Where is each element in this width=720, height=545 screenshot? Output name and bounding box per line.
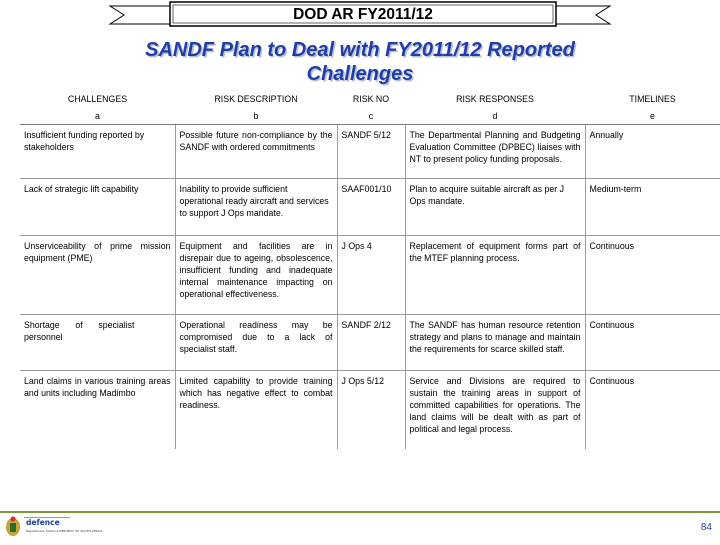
risk-response-cell: The SANDF has human resource retention strategy and plans to manage and maintain the requirements for scarce skilled staff. (405, 315, 585, 371)
risk-no-cell: SANDF 5/12 (337, 125, 405, 179)
challenge-cell: Insufficient funding reported by stakeholders (20, 125, 175, 179)
column-letter-d: d (405, 108, 585, 125)
column-letter-e: e (585, 108, 720, 125)
challenges-table (20, 90, 720, 449)
timeline-cell: Continuous (585, 236, 720, 315)
table-row (20, 179, 720, 236)
risk-no-cell: J Ops 4 (337, 236, 405, 315)
banner-title: DOD AR FY2011/12 (293, 6, 433, 23)
risk-description-cell: Equipment and facilities are in disrepair due to ageing, obsolescence, insufficient funding and inadequate internal maintenance impacting on operational effectiveness. (175, 236, 337, 315)
table-row (20, 125, 720, 179)
risk-description-cell: Operational readiness may be compromised due to a lack of specialist staff. (175, 315, 337, 371)
challenge-cell: Land claims in various training areas and units including Madimbo (20, 371, 175, 449)
logo-subtext: Department: Defence REPUBLIC OF SOUTH AFRICA (26, 529, 103, 533)
timeline-cell: Annually (585, 125, 720, 179)
defence-logo (4, 514, 103, 540)
header-banner (0, 0, 720, 30)
page-number: 84 (700, 522, 712, 533)
page-title-line-2: Challenges (306, 63, 414, 85)
logo-wordmark: defence (26, 518, 60, 527)
challenge-cell: Shortage of specialist personnel (20, 315, 175, 371)
risk-no-cell: SANDF 2/12 (337, 315, 405, 371)
table-row (20, 236, 720, 315)
column-header-risk-no: RISK NO (352, 94, 390, 104)
page-title-line-1: SANDF Plan to Deal with FY2011/12 Reported (145, 39, 575, 61)
column-letter-a: a (20, 108, 175, 125)
table-row (20, 371, 720, 449)
challenge-cell: Lack of strategic lift capability (20, 179, 175, 236)
risk-description-cell: Possible future non-compliance by the SANDF with ordered commitments (175, 125, 337, 179)
risk-no-cell: J Ops 5/12 (337, 371, 405, 449)
timeline-cell: Medium-term (585, 179, 720, 236)
coat-of-arms-icon (4, 514, 103, 540)
column-letter-row (20, 108, 720, 125)
risk-response-cell: Service and Divisions are required to sustain the training areas in support of committed capabilities for operations. The land claims will be dealt with as part of political and legal process. (405, 371, 585, 449)
column-header-risk-responses: RISK RESPONSES (456, 94, 534, 104)
risk-response-cell: The Departmental Planning and Budgeting Evaluation Committee (DPBEC) liaises with NT to present policy funding proposals. (405, 125, 585, 179)
risk-description-cell: Inability to provide sufficient operational ready aircraft and services to support J Ops mandate. (175, 179, 337, 236)
challenge-cell: Unserviceability of prime mission equipment (PME) (20, 236, 175, 315)
column-header-challenges: CHALLENGES (67, 94, 128, 104)
timeline-cell: Continuous (585, 371, 720, 449)
footer-divider (0, 511, 720, 513)
column-letter-b: b (175, 108, 337, 125)
risk-no-cell: SAAF001/10 (337, 179, 405, 236)
column-letter-c: c (337, 108, 405, 125)
column-header-risk-description: RISK DESCRIPTION (214, 94, 298, 104)
column-header-timelines: TIMELINES (629, 94, 676, 104)
header-row (20, 90, 720, 108)
table-row (20, 315, 720, 371)
page-title (60, 38, 660, 86)
timeline-cell: Continuous (585, 315, 720, 371)
risk-description-cell: Limited capability to provide training which has negative effect to combat readiness. (175, 371, 337, 449)
risk-response-cell: Plan to acquire suitable aircraft as per J Ops mandate. (405, 179, 585, 236)
risk-response-cell: Replacement of equipment forms part of the MTEF planning process. (405, 236, 585, 315)
